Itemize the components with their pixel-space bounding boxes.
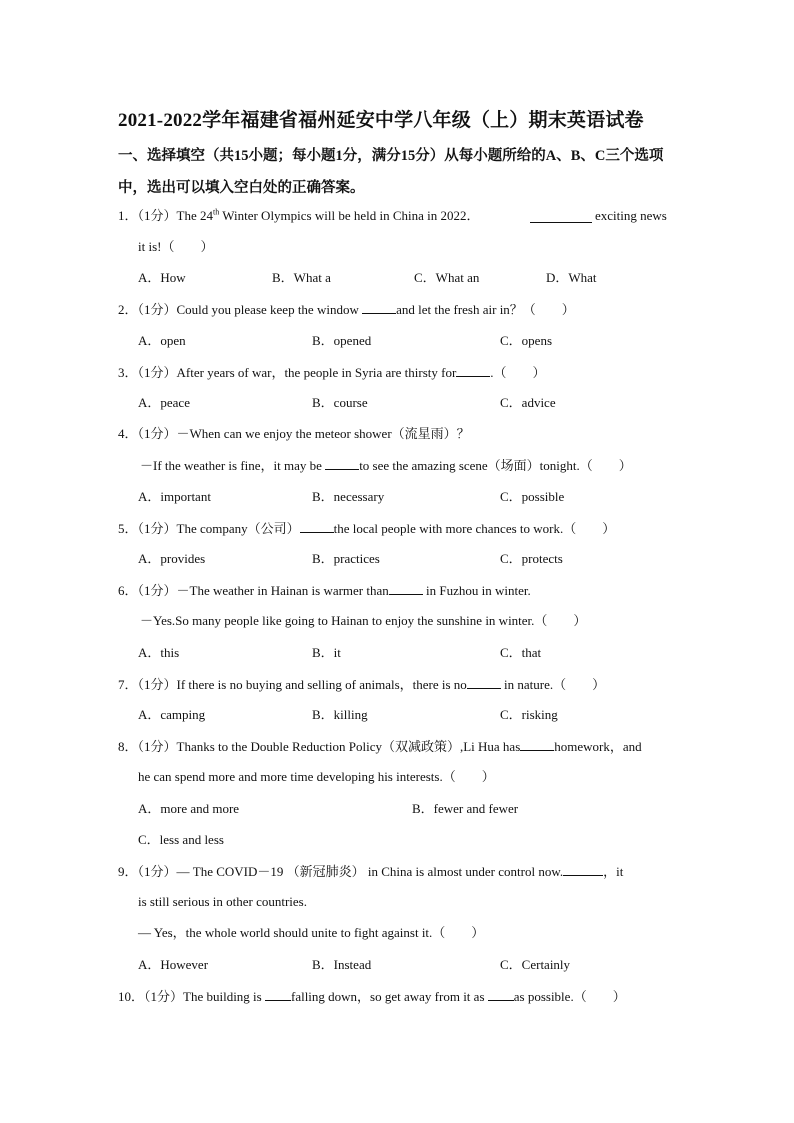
question-10-line-1: 10．（1分）The building is falling down，so get away from it as as possible.（ ） <box>118 989 626 1004</box>
option-b: B．necessary <box>312 489 385 504</box>
question-number: 9．（1分） <box>118 864 177 879</box>
option-c: C．Certainly <box>500 957 571 972</box>
option-c: C．possible <box>500 489 565 504</box>
question-5-line-1: 5．（1分）The company（公司） the local people with more chances to work.（ ） <box>118 521 616 536</box>
answer-blank <box>488 988 514 1001</box>
question-1-line-1: 1．（1分）The 24th Winter Olympics will be held in China in 2022． <box>118 207 480 223</box>
question-8-line-2: he can spend more and more time developing his interests.（ ） <box>138 769 495 784</box>
answer-blank <box>456 364 490 377</box>
option-a: A．How <box>138 270 186 285</box>
option-c: C．What an <box>414 270 480 285</box>
answer-blank <box>467 676 501 689</box>
question-6-line-1: 6．（1分）－The weather in Hainan is warmer than in Fuzhou in winter. <box>118 583 531 598</box>
answer-blank <box>265 988 291 1001</box>
question-number: 2．（1分） <box>118 302 177 317</box>
question-number: 1．（1分） <box>118 208 177 223</box>
question-4-line-2: －If the weather is fine，it may be to see the amazing scene（场面）tonight.（ ） <box>140 458 632 473</box>
option-a: A．peace <box>138 395 190 410</box>
question-9-line-1: 9．（1分）— The COVID－19 （新冠肺炎） in China is almost under control now. ，it <box>118 864 624 879</box>
option-a: A．provides <box>138 551 206 566</box>
answer-blank <box>563 863 603 876</box>
question-8-line-1: 8．（1分）Thanks to the Double Reduction Policy（双减政策）,Li Hua has homework，and <box>118 739 642 754</box>
question-number: 3．（1分） <box>118 365 177 380</box>
option-a: A．important <box>138 489 211 504</box>
option-a: A．camping <box>138 707 206 722</box>
option-c: C．protects <box>500 551 563 566</box>
question-1-line-2: it is!（ ） <box>138 239 214 254</box>
answer-blank <box>530 210 592 223</box>
option-c: C．less and less <box>138 832 224 847</box>
option-b: B．fewer and fewer <box>412 801 519 816</box>
question-3-line-1: 3．（1分）After years of war，the people in Syria are thirsty for .（ ） <box>118 365 546 380</box>
question-9-line-3: — Yes，the whole world should unite to fight against it.（ ） <box>138 925 485 940</box>
option-a: A．more and more <box>138 801 240 816</box>
question-9-line-2: is still serious in other countries. <box>138 894 307 909</box>
option-b: B．killing <box>312 707 368 722</box>
question-number: 7．（1分） <box>118 677 177 692</box>
option-c: C．risking <box>500 707 558 722</box>
question-2-line-1: 2．（1分）Could you please keep the window and let the fresh air in？（ ） <box>118 302 575 317</box>
option-b: B．practices <box>312 551 380 566</box>
answer-blank <box>389 582 423 595</box>
option-b: B．Instead <box>312 957 372 972</box>
section-instruction-line2: 中，选出可以填入空白处的正确答案。 <box>118 180 365 196</box>
option-b: B．it <box>312 645 341 660</box>
answer-blank <box>300 520 334 533</box>
answer-blank <box>325 457 359 470</box>
option-c: C．opens <box>500 333 553 348</box>
question-number: 8．（1分） <box>118 739 177 754</box>
option-a: A．However <box>138 957 209 972</box>
question-number: 6．（1分） <box>118 583 177 598</box>
answer-blank <box>362 301 396 314</box>
option-a: A．open <box>138 333 186 348</box>
question-6-line-2: －Yes.So many people like going to Hainan to enjoy the sunshine in winter.（ ） <box>140 613 587 628</box>
option-b: B．opened <box>312 333 372 348</box>
option-b: B．What a <box>272 270 331 285</box>
answer-blank <box>520 738 554 751</box>
option-b: B．course <box>312 395 368 410</box>
option-d: D．What <box>546 270 597 285</box>
option-c: C．advice <box>500 395 556 410</box>
option-c: C．that <box>500 645 542 660</box>
question-number: 10．（1分） <box>118 989 184 1004</box>
question-7-line-1: 7．（1分）If there is no buying and selling of animals，there is no in nature.（ ） <box>118 677 606 692</box>
question-number: 4．（1分） <box>118 426 177 441</box>
exam-title: 2021-2022学年福建省福州延安中学八年级（上）期末英语试卷 <box>118 110 644 131</box>
option-a: A．this <box>138 645 180 660</box>
section-instruction-line1: 一、选择填空（共15小题；每小题1分，满分15分）从每小题所给的A、B、C三个选项 <box>118 148 664 164</box>
question-number: 5．（1分） <box>118 521 177 536</box>
question-4-line-1: 4．（1分）－When can we enjoy the meteor shower（流星雨）？ <box>118 426 470 441</box>
question-1-line-1-end: exciting news <box>595 208 667 223</box>
